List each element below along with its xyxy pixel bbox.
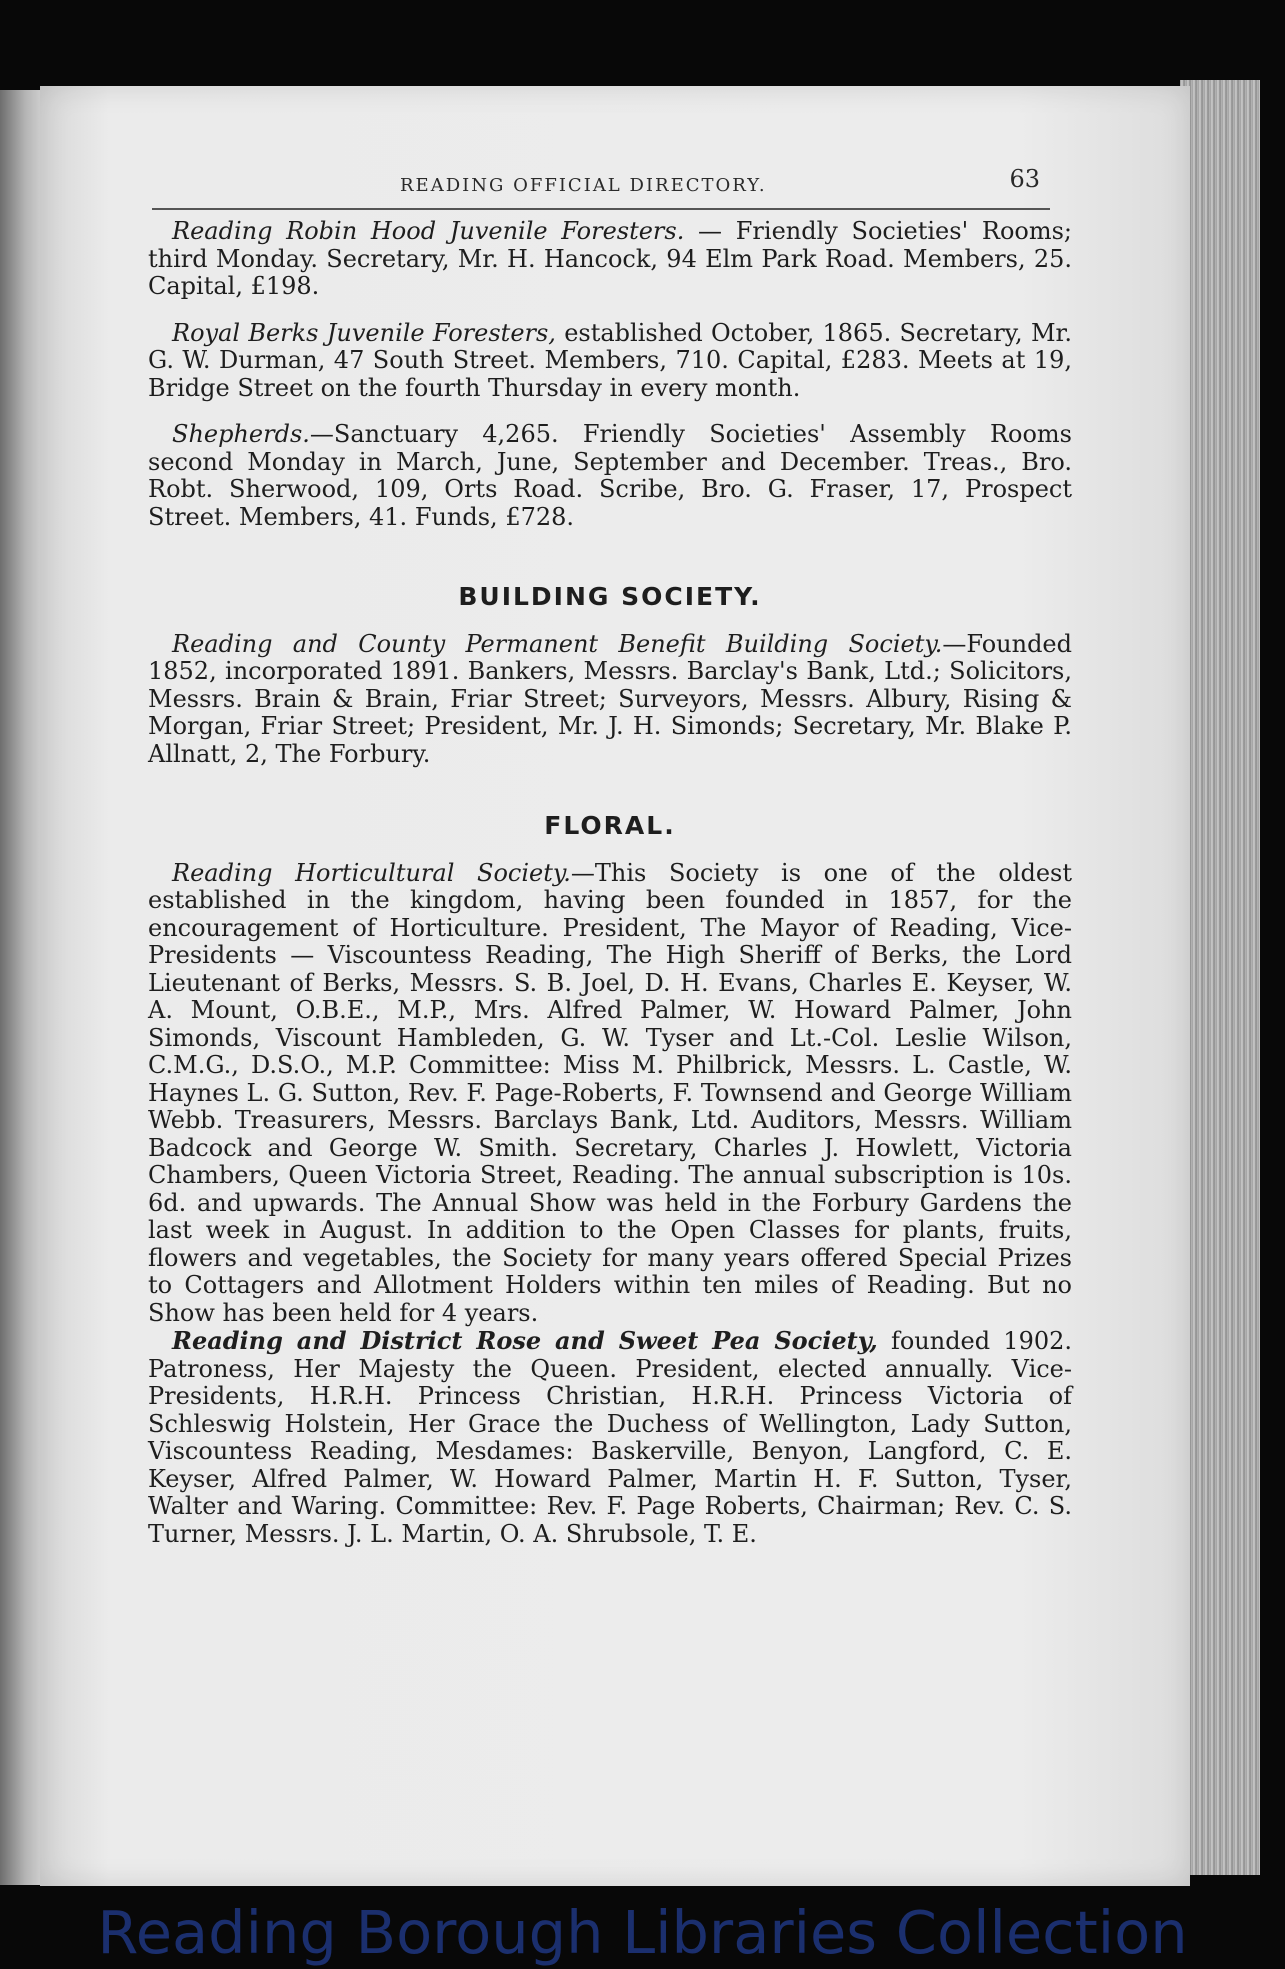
- entry-name: Shepherds.: [172, 420, 310, 448]
- watermark: Reading Borough Libraries Collection: [97, 1898, 1188, 1967]
- header-rule: [152, 208, 1050, 210]
- page-body: [148, 218, 1072, 1548]
- entry-body: — Friendly Societies' Rooms; third Monday. Secretary, Mr. H. Hancock, 94 Elm Park Road. Members, 25. Capital, £198.: [148, 217, 1072, 300]
- page-header: [150, 165, 1050, 205]
- page-number: 63: [1009, 165, 1040, 193]
- entry-horticultural-society: [148, 860, 1072, 1328]
- entry-body: —This Society is one of the oldest established in the kingdom, having been founded in 1857, for the encouragement of Horticulture. President, The Mayor of Reading, Vice-Presidents — Viscountess Reading, The High Sheriff of Berks, the Lord Lieutenant of Berks, Messrs. S. B. Joel, D. H. Evans, Charles E. Keyser, W. A. Mount, O.B.E., M.P., Mrs. Alfred Palmer, W. Howard Palmer, John Simonds, Viscount Hambleden, G. W. Tyser and Lt.-Col. Leslie Wilson, C.M.G., D.S.O., M.P. Committee: Miss M. Philbrick, Messrs. L. Castle, W. Haynes L. G. Sutton, Rev. F. Page-Roberts, F. Townsend and George William Webb. Treasurers, Messrs. Barclays Bank, Ltd. Auditors, Messrs. William Badcock and George W. Smith. Secretary, Charles J. Howlett, Victoria Chambers, Queen Victoria Street, Reading. The annual subscription is 10s. 6d. and upwards. The Annual Show was held in the Forbury Gardens the last week in August. In addition to the Open Classes for plants, fruits, flowers and vegetables, the Society for many years offered Special Prizes to Cottagers and Allotment Holders within ten miles of Reading. But no Show has been held for 4 years.: [148, 858, 1072, 1327]
- entry-shepherds: [148, 421, 1072, 531]
- entry-name: Reading Robin Hood Juvenile Foresters.: [172, 217, 685, 245]
- entry-rose-sweet-pea-society: [148, 1327, 1072, 1548]
- entry-name: Reading and District Rose and Sweet Pea Society,: [172, 1326, 878, 1355]
- entry-robin-hood: [148, 218, 1072, 301]
- section-heading-floral: FLORAL.: [544, 811, 676, 840]
- running-head: READING OFFICIAL DIRECTORY.: [400, 175, 767, 196]
- book-left-page-edge: [0, 90, 42, 1885]
- section-heading-building: BUILDING SOCIETY.: [458, 582, 762, 611]
- page-edges: [1180, 80, 1260, 1875]
- entry-body: —Sanctuary 4,265. Friendly Societies' Assembly Rooms second Monday in March, June, September and December. Treas., Bro. Robt. Sherwood, 109, Orts Road. Scribe, Bro. G. Fraser, 17, Prospect Street. Members, 41. Funds, £728.: [148, 420, 1072, 531]
- entry-name: Reading and County Permanent Benefit Building Society.: [172, 629, 943, 658]
- entry-royal-berks: [148, 320, 1072, 403]
- entry-body: founded 1902. Patroness, Her Majesty the Queen. President, elected annually. Vice-Presidents, H.R.H. Princess Christian, H.R.H. Princess Victoria of Schleswig Holstein, Her Grace the Duchess of Wellington, Lady Sutton, Viscountess Reading, Mesdames: Baskerville, Benyon, Langford, C. E. Keyser, Alfred Palmer, W. Howard Palmer, Martin H. F. Sutton, Tyser, Walter and Waring. Committee: Rev. F. Page Roberts, Chairman; Rev. C. S. Turner, Messrs. J. L. Martin, O. A. Shrubsole, T. E.: [148, 1327, 1072, 1548]
- entry-body: established October, 1865. Secretary, Mr. G. W. Durman, 47 South Street. Members, 710. Capital, £283. Meets at 19, Bridge Street on the fourth Thursday in every month.: [148, 318, 1072, 402]
- entry-name: Reading Horticultural Society.: [172, 858, 571, 887]
- entry-building-society: [148, 631, 1072, 769]
- entry-body: —Founded 1852, incorporated 1891. Bankers, Messrs. Barclay's Bank, Ltd.; Solicitors, Messrs. Brain & Brain, Friar Street; Surveyors, Messrs. Albury, Rising & Morgan, Friar Street; President, Mr. J. H. Simonds; Secretary, Mr. Blake P. Allnatt, 2, The Forbury.: [148, 629, 1072, 768]
- entry-name: Royal Berks Juvenile Foresters,: [172, 318, 556, 347]
